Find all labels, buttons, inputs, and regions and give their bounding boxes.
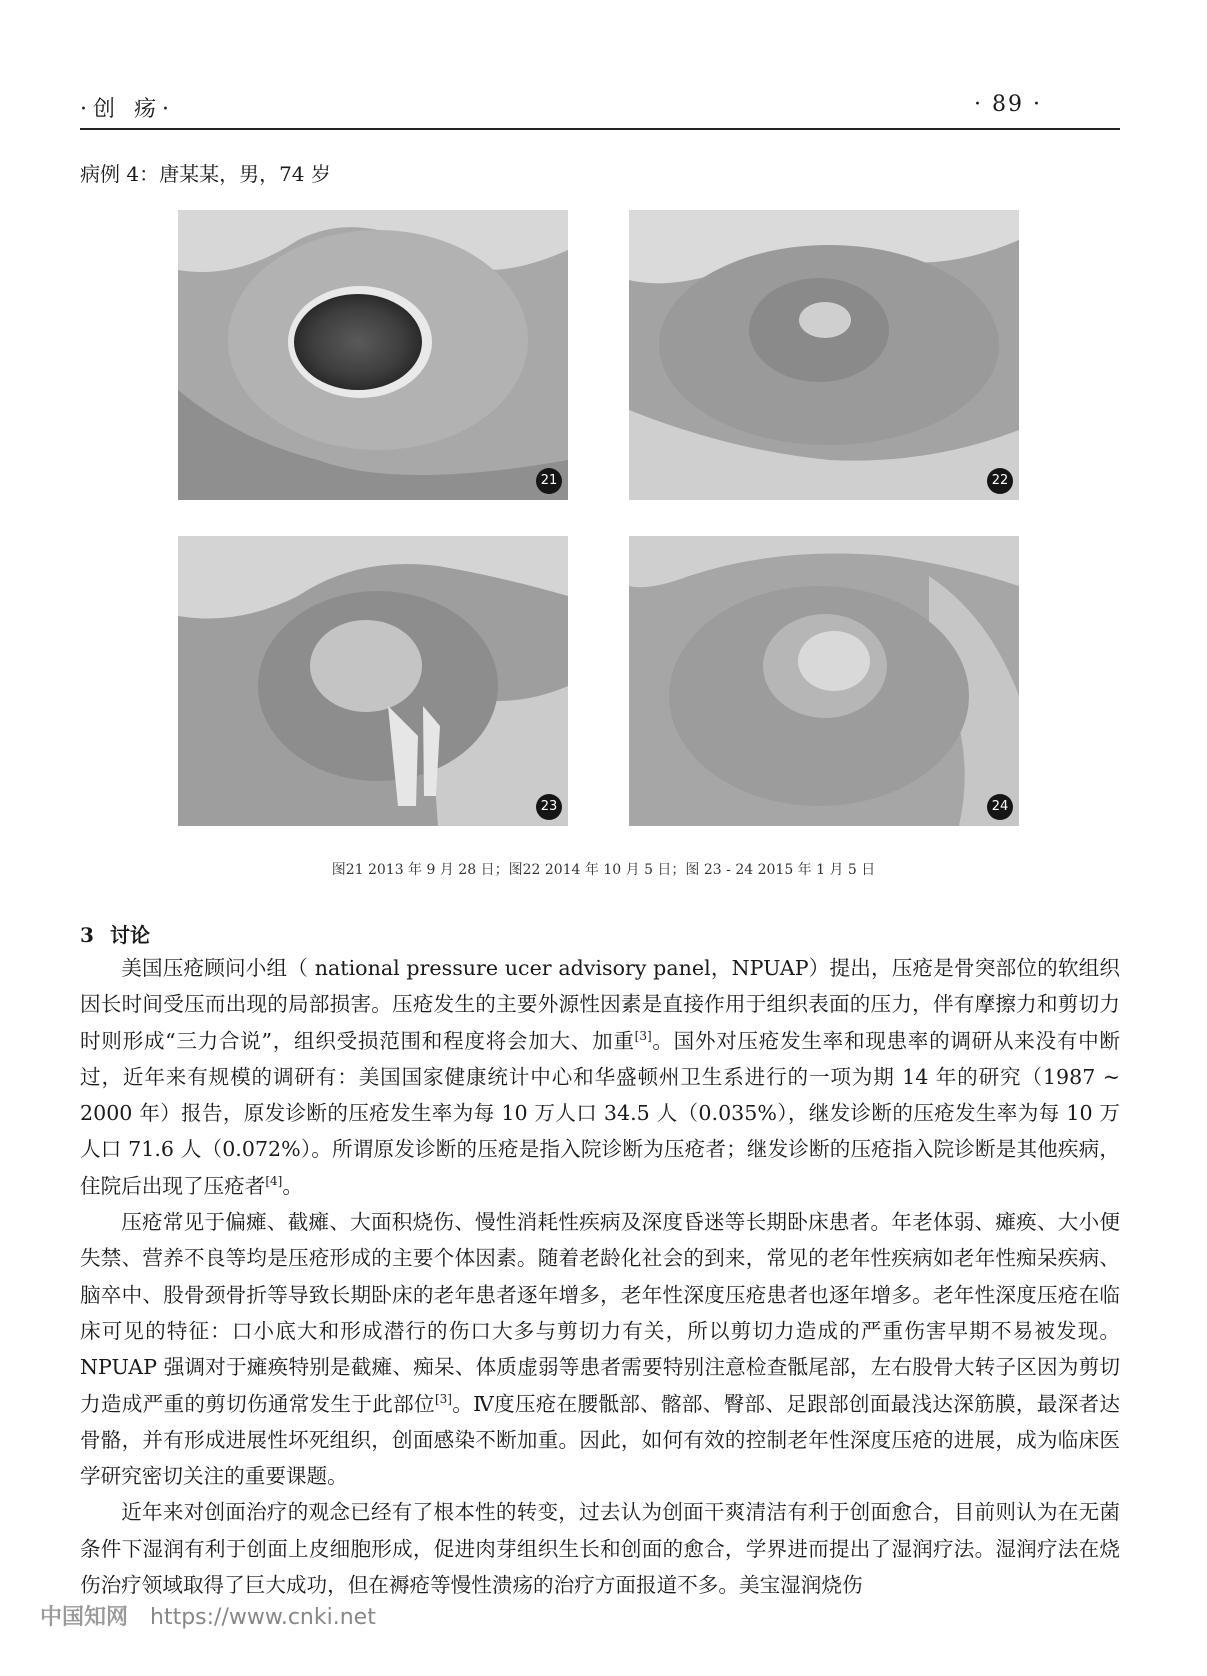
figure-21-photo [178,210,568,500]
body-text [80,950,1120,1603]
journal-section-header: ·创 疡· [80,97,175,122]
watermark-footer [40,1600,376,1631]
paragraph [80,950,1120,1204]
citation: [3] [634,1028,652,1043]
case-title: 病例 4：唐某某，男，74 岁 [80,162,331,186]
figure-caption: 图21 2013 年 9 月 28 日；图22 2014 年 10 月 5 日；图 23 - 24 2015 年 1 月 5 日 [331,862,876,878]
figure-24-photo [629,536,1019,826]
wound-photo-image [178,210,568,500]
paragraph-text: 。国外对压疮发生率和现患率的调研从来没有中断过，近年来有规模的调研有：美国国家健康统计中心和华盛顿州卫生系进行的一项为期 14 年的研究（1987 ~ 2000 年）报告，原发诊断的压疮发生率为每 10 万人口 34.5 人（0.035%），继发诊断的压疮发生率为每 10 万人口 71.6 人（0.072%）。所谓原发诊断的压疮是指入院诊断为压疮者；继发诊断的压疮指入院诊断是其他疾病，住院后出现了压疮者 [80,1028,1120,1198]
section-heading [80,919,150,948]
cnki-url[interactable]: https://www.cnki.net [150,1605,376,1630]
citation: [4] [265,1173,283,1188]
section-title: 讨论 [110,923,150,947]
wound-photo-image [629,536,1019,826]
figure-number-badge: 24 [987,794,1013,820]
figure-number-badge: 22 [987,468,1013,494]
section-number: 3 [80,923,94,947]
figure-number-badge: 21 [536,468,562,494]
paragraph [80,1204,1120,1494]
header-rule [80,128,1120,130]
paragraph-text: 。Ⅳ度压疮在腰骶部、髂部、臀部、足跟部创面最浅达深筋膜，最深者达骨骼，并有形成进展性坏死组织，创面感染不断加重。因此，如何有效的控制老年性深度压疮的进展，成为临床医学研究密切关注的重要课题。 [80,1391,1121,1489]
figure-23-photo [178,536,568,826]
citation: [3] [434,1391,452,1406]
figure-number-badge: 23 [536,794,562,820]
paragraph-text: 压疮常见于偏瘫、截瘫、大面积烧伤、慢性消耗性疾病及深度昏迷等长期卧床患者。年老体弱、瘫痪、大小便失禁、营养不良等均是压疮形成的主要个体因素。随着老龄化社会的到来，常见的老年性疾病如老年性痴呆疾病、脑卒中、股骨颈骨折等导致长期卧床的老年患者逐年增多，老年性深度压疮患者也逐年增多。老年性深度压疮在临床可见的特征：口小底大和形成潜行的伤口大多与剪切力有关，所以剪切力造成的严重伤害早期不易被发现。NPUAP 强调对于瘫痪特别是截瘫、痴呆、体质虚弱等患者需要特别注意检查骶尾部，左右股骨大转子区因为剪切力造成严重的剪切伤通常发生于此部位 [80,1210,1120,1416]
wound-photo-image [178,536,568,826]
page-number: · 89 · [974,92,1042,117]
cnki-brand: 中国知网 [40,1605,129,1630]
wound-photo-image [629,210,1019,500]
paragraph-text: 。 [282,1173,303,1198]
paragraph-text: 近年来对创面治疗的观念已经有了根本性的转变，过去认为创面干爽清洁有利于创面愈合，目前则认为在无菌条件下湿润有利于创面上皮细胞形成，促进肉芽组织生长和创面的愈合，学界进而提出了湿润疗法。湿润疗法在烧伤治疗领域取得了巨大成功，但在褥疮等慢性溃疡的治疗方面报道不多。美宝湿润烧伤 [80,1500,1120,1598]
paragraph-text: 美国压疮顾问小组（ national pressure ucer advisory panel，NPUAP）提出，压疮是骨突部位的软组织因长时间受压而出现的局部损害。压疮发生的主要外源性因素是直接作用于组织表面的压力，伴有摩擦力和剪切力时则形成“三力合说”，组织受损范围和程度将会加大、加重 [80,956,1120,1053]
figure-22-photo [629,210,1019,500]
paragraph [80,1494,1120,1603]
